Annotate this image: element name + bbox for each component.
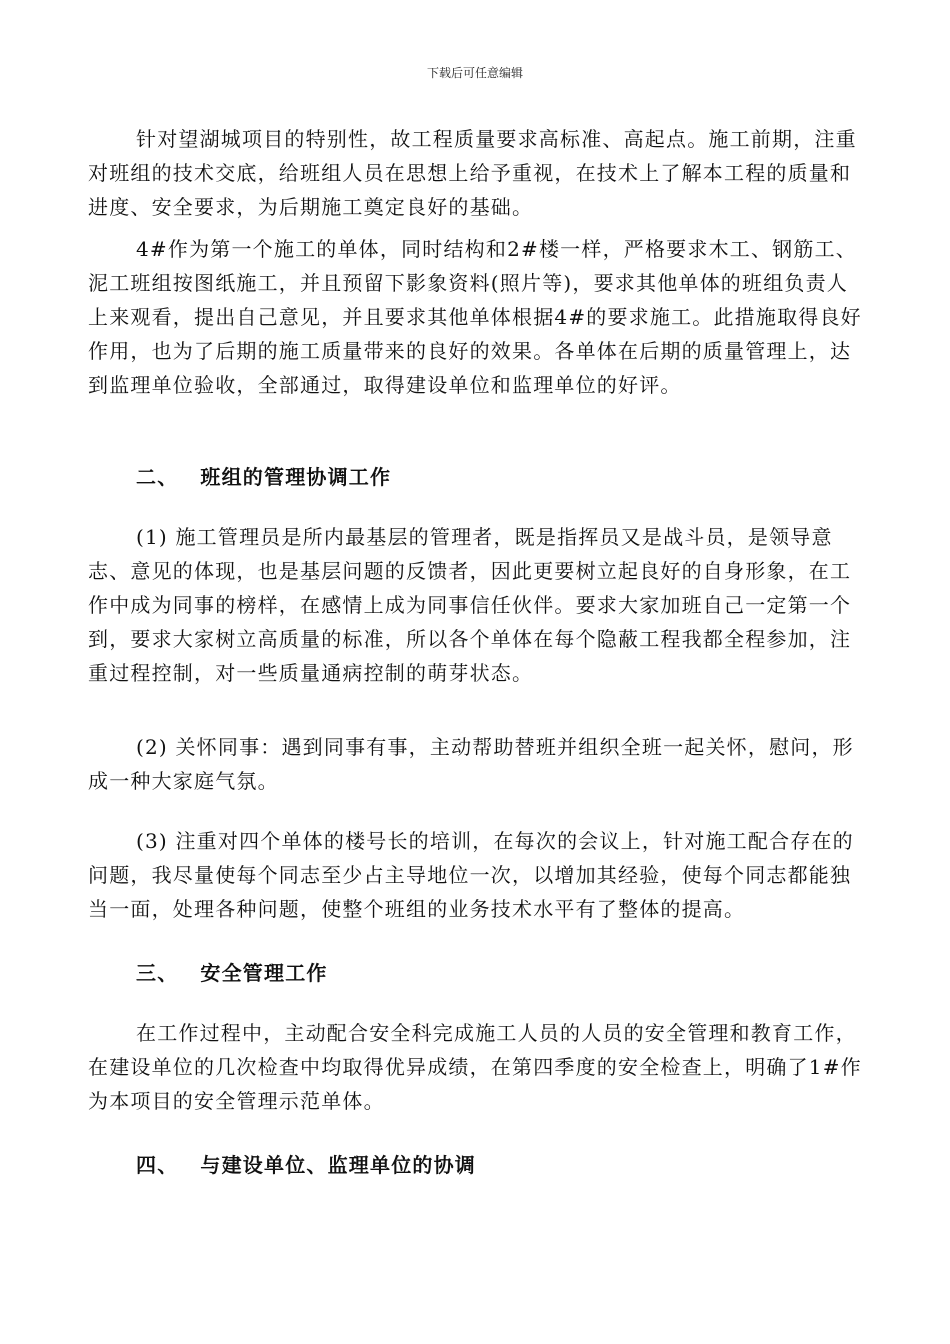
section-title: 班组的管理协调工作	[200, 465, 392, 489]
paragraph-item-3: (3) 注重对四个单体的楼号长的培训，在每次的会议上，针对施工配合存在的问题，我尽量使每个同志至少占主导地位一次，以增加其经验，使每个同志都能独当一面，处理各种问题，使整个班组的业务技术水平有了整体的提高。	[88, 829, 854, 921]
header-note: 下载后可任意编辑	[426, 66, 523, 80]
paragraph-intro: 针对望湖城项目的特别性，故工程质量要求高标准、高起点。施工前期，注重对班组的技术交底，给班组人员在思想上给予重视，在技术上了解本工程的质量和进度、安全要求，为后期施工奠定良好的基础。	[88, 127, 857, 219]
paragraph-building-4: 4#作为第一个施工的单体，同时结构和2#楼一样，严格要求木工、钢筋工、泥工班组按图纸施工，并且预留下影象资料(照片等)，要求其他单体的班组负责人上来观看，提出自己意见，并且要求其他单体根据4#的要求施工。此措施取得良好作用，也为了后期的施工质量带来的良好的效果。各单体在后期的质量管理上，达到监理单位验收，全部通过，取得建设单位和监理单位的好评。	[88, 237, 862, 397]
section-number: 三、	[136, 961, 179, 985]
paragraph-safety: 在工作过程中，主动配合安全科完成施工人员的人员的安全管理和教育工作，在建设单位的几次检查中均取得优异成绩，在第四季度的安全检查上，明确了1#作为本项目的安全管理示范单体。	[88, 1021, 862, 1113]
section-heading-team-coordination	[136, 460, 391, 494]
section-heading-safety	[136, 956, 328, 990]
paragraph-item-1: (1) 施工管理员是所内最基层的管理者，既是指挥员又是战斗员，是领导意志、意见的体现，也是基层问题的反馈者，因此更要树立起良好的自身形象，在工作中成为同事的榜样，在感情上成为同事信任伙伴。要求大家加班自己一定第一个到，要求大家树立高质量的标准，所以各个单体在每个隐蔽工程我都全程参加，注重过程控制，对一些质量通病控制的萌芽状态。	[88, 525, 852, 685]
section-heading-client-coordination	[136, 1148, 476, 1182]
section-number: 四、	[136, 1153, 179, 1177]
section-title: 安全管理工作	[200, 961, 328, 985]
section-number: 二、	[136, 465, 179, 489]
paragraph-item-2: (2) 关怀同事：遇到同事有事，主动帮助替班并组织全班一起关怀，慰问，形成一种大家庭气氛。	[88, 735, 854, 793]
section-title: 与建设单位、监理单位的协调	[200, 1153, 477, 1177]
